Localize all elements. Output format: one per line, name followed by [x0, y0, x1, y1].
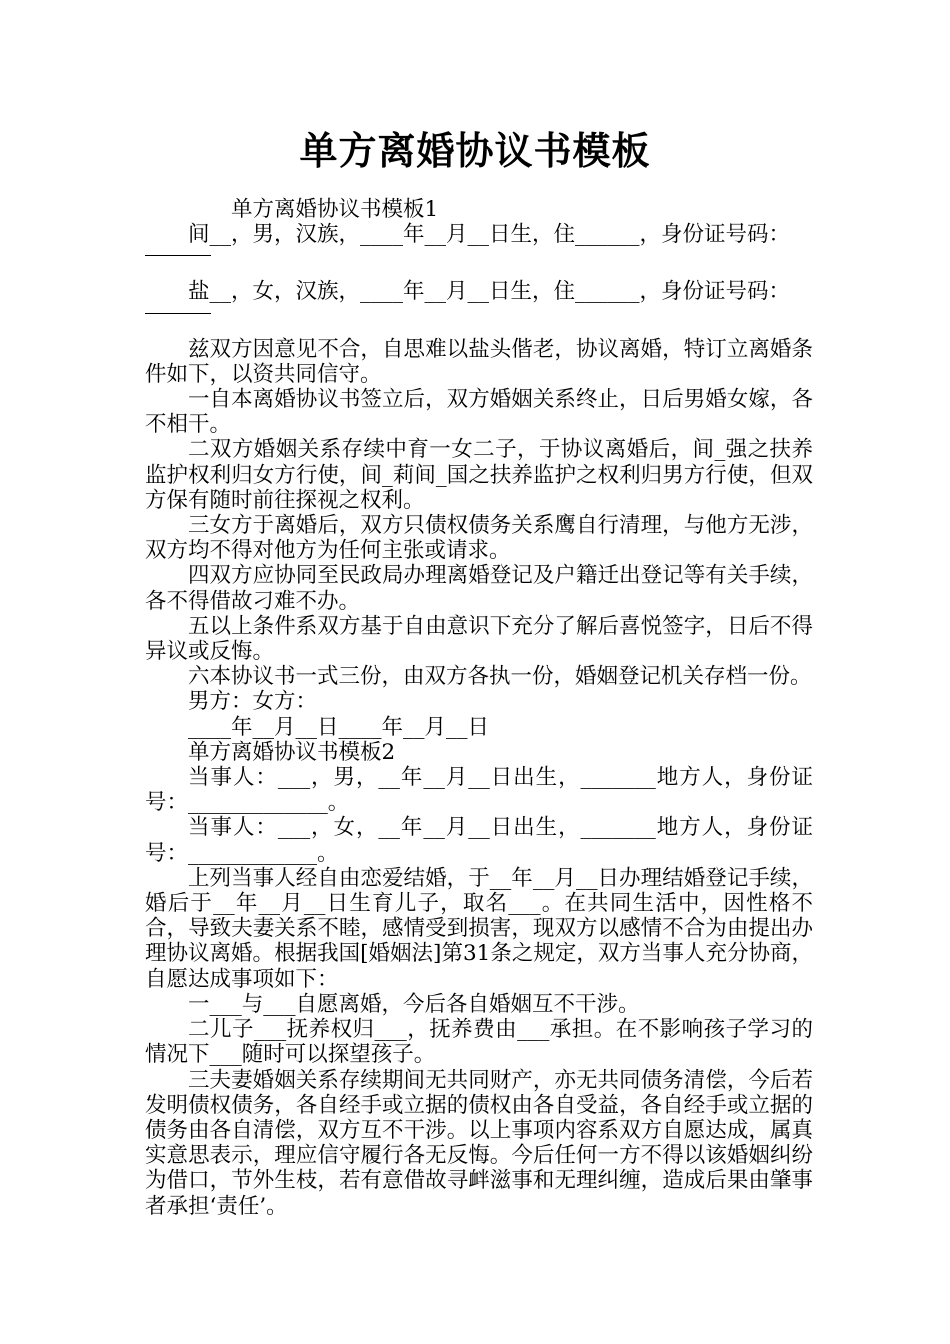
- section-heading-2: 单方离婚协议书模板2: [188, 739, 396, 765]
- id-number-blank: [145, 255, 211, 256]
- clause-5: 五以上条件系双方基于自由意识下充分了解后喜悦签字，日后不得异议或反悔。: [145, 613, 813, 665]
- signature-line: 男方：女方：: [188, 689, 318, 715]
- party-male-details: 当事人：___，男，__年__月__日出生，_______地方人，身份证号：_____________。: [145, 765, 813, 816]
- party-female-details: 当事人：___，女，__年__月__日出生，_______地方人，身份证号：____________。: [145, 815, 813, 866]
- clause-4: 四双方应协同至民政局办理离婚登记及户籍迁出登记等有关手续，各不得借故刁难不办。: [145, 563, 813, 614]
- document-body: [145, 197, 813, 1219]
- clause-1: 一自本离婚协议书签立后，双方婚姻关系终止，日后男婚女嫁，各不相干。: [145, 387, 813, 438]
- agreement-clause-1: 一___与___自愿离婚，今后各自婚姻互不干涉。: [188, 991, 640, 1017]
- party-male-info: 间__，男，汉族，____年__月__日生，住______，身份证号码：: [188, 222, 791, 248]
- party-female-info: 盐__，女，汉族，____年__月__日生，住______，身份证号码：: [188, 279, 791, 305]
- clause-6: 六本协议书一式三份，由双方各执一份，婚姻登记机关存档一份。: [188, 664, 812, 690]
- date-line: ____年__月__日____年__月__日: [188, 714, 490, 740]
- preamble-paragraph: 兹双方因意见不合，自思难以盐头偕老，协议离婚，特订立离婚条件如下，以资共同信守。: [145, 336, 813, 387]
- section-heading-1: 单方离婚协议书模板1: [231, 197, 439, 222]
- id-number-blank: [145, 313, 211, 314]
- agreement-clause-3: 三夫妻婚姻关系存续期间无共同财产，亦无共同债务清偿，今后若发明债权债务，各自经手或立据的债权由各自受益，各自经手或立据的债务由各自清偿，双方互不干涉。以上事项内容系双方自愿达成，属真实意思表示，理应信守履行各无反悔。今后任何一方不得以该婚姻纠纷为借口，节外生枝，若有意借故寻衅滋事和无理纠缠，造成后果由肇事者承担‘责任’。: [145, 1067, 813, 1219]
- background-paragraph: 上列当事人经自由恋爱结婚，于__年__月__日办理结婚登记手续，婚后于__年__月__日生育儿子，取名___。在共同生活中，因性格不合，导致夫妻关系不睦，感情受到损害，现双方以感情不合为由提出办理协议离婚。根据我国[婚姻法]第31条之规定，双方当事人充分协商，自愿达成事项如下：: [145, 865, 813, 992]
- agreement-clause-2: 二儿子___抚养权归___，抚养费由___承担。在不影响孩子学习的情况下___随时可以探望孩子。: [145, 1017, 813, 1068]
- clause-2: 二双方婚姻关系存续中育一女二子，于协议离婚后，间_强之扶养监护权利归女方行使，间_莉间_国之扶养监护之权利归男方行使，但双方保有随时前往探视之权利。: [145, 437, 813, 513]
- document-title: 单方离婚协议书模板: [299, 129, 651, 173]
- clause-3: 三女方于离婚后，双方只债权债务关系鹰自行清理，与他方无涉，双方均不得对他方为任何主张或请求。: [145, 513, 813, 564]
